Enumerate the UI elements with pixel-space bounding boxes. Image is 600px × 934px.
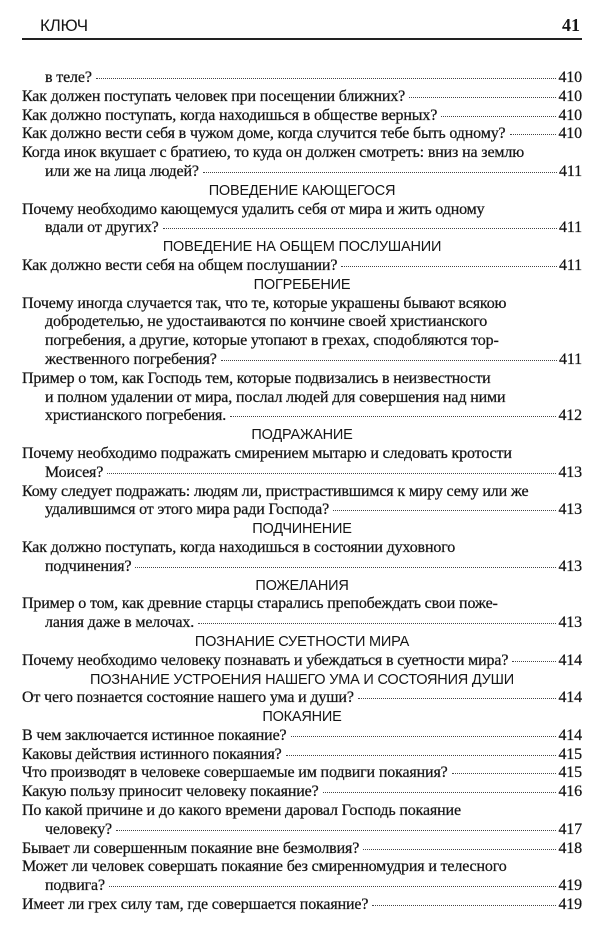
index-section [22, 182, 582, 238]
running-title: КЛЮЧ [40, 16, 88, 35]
dot-leader [107, 473, 556, 474]
index-entry [22, 652, 582, 671]
entry-line [22, 783, 582, 802]
entry-line [22, 219, 582, 238]
entry-line [22, 558, 582, 577]
entry-line [22, 201, 582, 220]
dot-leader [135, 567, 556, 568]
index-section [22, 238, 582, 276]
section-heading: ПОКАЯНИЕ [262, 709, 342, 726]
index-entry [22, 69, 582, 88]
entry-text: Какую пользу приносит человеку покаяние? [22, 783, 319, 801]
entry-page-number: 414 [558, 651, 582, 669]
entry-text: Может ли человек совершать покаяние без смиренномудрия и телесного [22, 858, 507, 876]
index-section [22, 633, 582, 671]
entry-line [22, 877, 582, 896]
index-entry [22, 370, 582, 426]
dot-leader [512, 661, 556, 662]
dot-leader [341, 266, 557, 267]
page-number: 41 [562, 15, 580, 35]
entry-line [22, 69, 582, 88]
index-entry [22, 445, 582, 483]
index-entry [22, 858, 582, 896]
entry-line [22, 107, 582, 126]
entry-text: Почему необходимо подражать смирением мытарю и следовать кротости [22, 444, 512, 462]
dot-leader [363, 849, 556, 850]
entry-text: Как должно поступать, когда находишься в обществе верных? [22, 106, 438, 124]
entry-line [22, 802, 582, 821]
entry-text: Кому следует подражать: людям ли, пристрастившимся к миру сему или же [22, 482, 529, 500]
entry-page-number: 411 [559, 219, 582, 237]
entry-line [22, 445, 582, 464]
entry-line [22, 501, 582, 520]
index-entry [22, 483, 582, 521]
entry-text: Как должен поступать человек при посещении ближних? [22, 87, 406, 105]
dot-leader [286, 755, 557, 756]
entry-page-number: 411 [559, 162, 582, 180]
index-entry [22, 295, 582, 370]
section-heading: ПОДРАЖАНИЕ [251, 427, 353, 444]
entry-text: христианского погребения. [45, 407, 227, 425]
index-entry [22, 840, 582, 859]
entry-text: Почему необходимо кающемуся удалить себя от мира и жить одному [22, 200, 485, 218]
dot-leader [291, 736, 557, 737]
entry-text: Имеет ли грех силу там, где совершается покаяние? [22, 896, 369, 914]
index-section [22, 520, 582, 576]
section-heading: ПОДЧИНЕНИЕ [252, 521, 352, 538]
entry-text: Каковы действия истинного покаяния? [22, 745, 282, 763]
entry-line [22, 295, 582, 314]
dot-leader [510, 134, 557, 135]
dot-leader [323, 792, 557, 793]
entry-line [22, 144, 582, 163]
entry-text: Моисея? [45, 463, 104, 481]
entry-line [22, 125, 582, 144]
entry-text: Пример о том, как древние старцы старались препобеждать свои поже- [22, 595, 498, 613]
entry-text: Пример о том, как Господь тем, которые подвизались в неизвестности [22, 369, 491, 387]
index-entry [22, 201, 582, 239]
section-heading: ПОЗНАНИЕ УСТРОЕНИЯ НАШЕГО УМА И СОСТОЯНИЯ ДУШИ [90, 671, 514, 688]
entry-page-number: 410 [558, 87, 582, 105]
index-entry [22, 144, 582, 182]
entry-line [22, 821, 582, 840]
entry-text: лания даже в мелочах. [45, 614, 195, 632]
entry-text: и полном удалении от мира, послал людей для совершения над ними [45, 388, 506, 406]
entry-text: Как должно вести себя на общем послушании? [22, 256, 338, 274]
index-entry [22, 257, 582, 276]
entry-line [22, 595, 582, 614]
entry-page-number: 413 [558, 501, 582, 519]
entry-page-number: 413 [558, 557, 582, 575]
entry-text: жественного погребения? [45, 350, 217, 368]
entry-line [22, 652, 582, 671]
entry-line [22, 689, 582, 708]
dot-leader [116, 830, 556, 831]
entry-line [22, 614, 582, 633]
entry-line [22, 746, 582, 765]
dot-leader [109, 886, 557, 887]
entry-page-number: 411 [559, 256, 582, 274]
index-entry [22, 783, 582, 802]
entry-text: В чем заключается истинное покаяние? [22, 726, 287, 744]
index-section [22, 708, 582, 915]
section-heading: ПОЖЕЛАНИЯ [255, 577, 349, 594]
entry-page-number: 415 [558, 745, 582, 763]
dot-leader [230, 416, 556, 417]
index-section [22, 69, 582, 182]
entry-line [22, 483, 582, 502]
index-entry [22, 746, 582, 765]
entry-page-number: 413 [558, 463, 582, 481]
entry-page-number: 417 [558, 820, 582, 838]
running-header [22, 10, 582, 40]
index-entry [22, 595, 582, 633]
dot-leader [96, 78, 557, 79]
entry-text: погребения, а другие, которые утопают в грехах, сподобляются тор- [45, 332, 499, 350]
entry-text: подвига? [45, 877, 105, 895]
dot-leader [333, 510, 556, 511]
index-entry [22, 88, 582, 107]
entry-line [22, 464, 582, 483]
entry-page-number: 419 [558, 877, 582, 895]
index-entry [22, 107, 582, 126]
entry-line [22, 370, 582, 389]
entry-line [22, 764, 582, 783]
section-heading: ПОЗНАНИЕ СУЕТНОСТИ МИРА [194, 633, 410, 650]
entry-page-number: 418 [558, 839, 582, 857]
entry-line [22, 351, 582, 370]
entry-text: Что производят в человеке совершаемые им подвиги покаяния? [22, 764, 448, 782]
entry-line [22, 332, 582, 351]
index-section [22, 276, 582, 426]
index-content [22, 69, 582, 915]
entry-line [22, 313, 582, 332]
entry-page-number: 415 [558, 764, 582, 782]
entry-line [22, 88, 582, 107]
index-section [22, 426, 582, 520]
section-heading: ПОВЕДЕНИЕ НА ОБЩЕМ ПОСЛУШАНИИ [162, 239, 442, 256]
entry-page-number: 419 [558, 896, 582, 914]
entry-line [22, 389, 582, 408]
entry-line [22, 257, 582, 276]
entry-text: человеку? [45, 820, 112, 838]
entry-text: Почему иногда случается так, что те, которые украшены бывают всякою [22, 294, 507, 312]
entry-line [22, 896, 582, 915]
entry-text: удалившимся от этого мира ради Господа? [45, 501, 330, 519]
entry-text: или же на лица людей? [45, 162, 199, 180]
index-entry [22, 539, 582, 577]
index-section [22, 671, 582, 709]
entry-page-number: 411 [559, 350, 582, 368]
entry-text: подчинения? [45, 557, 132, 575]
section-heading: ПОВЕДЕНИЕ КАЮЩЕГОСЯ [208, 182, 396, 199]
entry-line [22, 858, 582, 877]
entry-page-number: 412 [558, 407, 582, 425]
dot-leader [441, 116, 556, 117]
index-section [22, 577, 582, 633]
entry-page-number: 413 [558, 614, 582, 632]
dot-leader [203, 172, 557, 173]
dot-leader [409, 97, 556, 98]
entry-line [22, 407, 582, 426]
entry-line [22, 163, 582, 182]
entry-text: Когда инок вкушает с братиею, то куда он должен смотреть: вниз на землю [22, 144, 525, 162]
index-entry [22, 802, 582, 840]
index-entry [22, 896, 582, 915]
entry-text: От чего познается состояние нашего ума и души? [22, 689, 354, 707]
entry-text: Как должно поступать, когда находишься в состоянии духовного [22, 538, 456, 556]
entry-text: Бывает ли совершенным покаяние вне безмолвия? [22, 839, 360, 857]
entry-text: Как должно вести себя в чужом доме, когда случится тебе быть одному? [22, 125, 506, 143]
index-entry [22, 764, 582, 783]
entry-text: добродетелью, не удостаиваются по кончине своей христианского [45, 313, 488, 331]
entry-text: Почему необходимо человеку познавать и убеждаться в суетности мира? [22, 651, 509, 669]
index-entry [22, 125, 582, 144]
entry-page-number: 416 [558, 783, 582, 801]
entry-text: вдали от других? [45, 219, 159, 237]
dot-leader [198, 623, 556, 624]
entry-line [22, 840, 582, 859]
entry-page-number: 414 [558, 726, 582, 744]
entry-page-number: 410 [558, 69, 582, 86]
entry-line [22, 539, 582, 558]
entry-page-number: 410 [558, 125, 582, 143]
entry-page-number: 410 [558, 106, 582, 124]
entry-line [22, 727, 582, 746]
entry-page-number: 414 [558, 689, 582, 707]
dot-leader [372, 905, 556, 906]
entry-text: По какой причине и до какого времени даровал Господь покаяние [22, 802, 461, 820]
index-entry [22, 689, 582, 708]
dot-leader [221, 360, 557, 361]
dot-leader [163, 228, 557, 229]
entry-text: в теле? [45, 69, 92, 86]
dot-leader [358, 698, 557, 699]
section-heading: ПОГРЕБЕНИЕ [253, 276, 351, 293]
index-entry [22, 727, 582, 746]
dot-leader [452, 773, 557, 774]
